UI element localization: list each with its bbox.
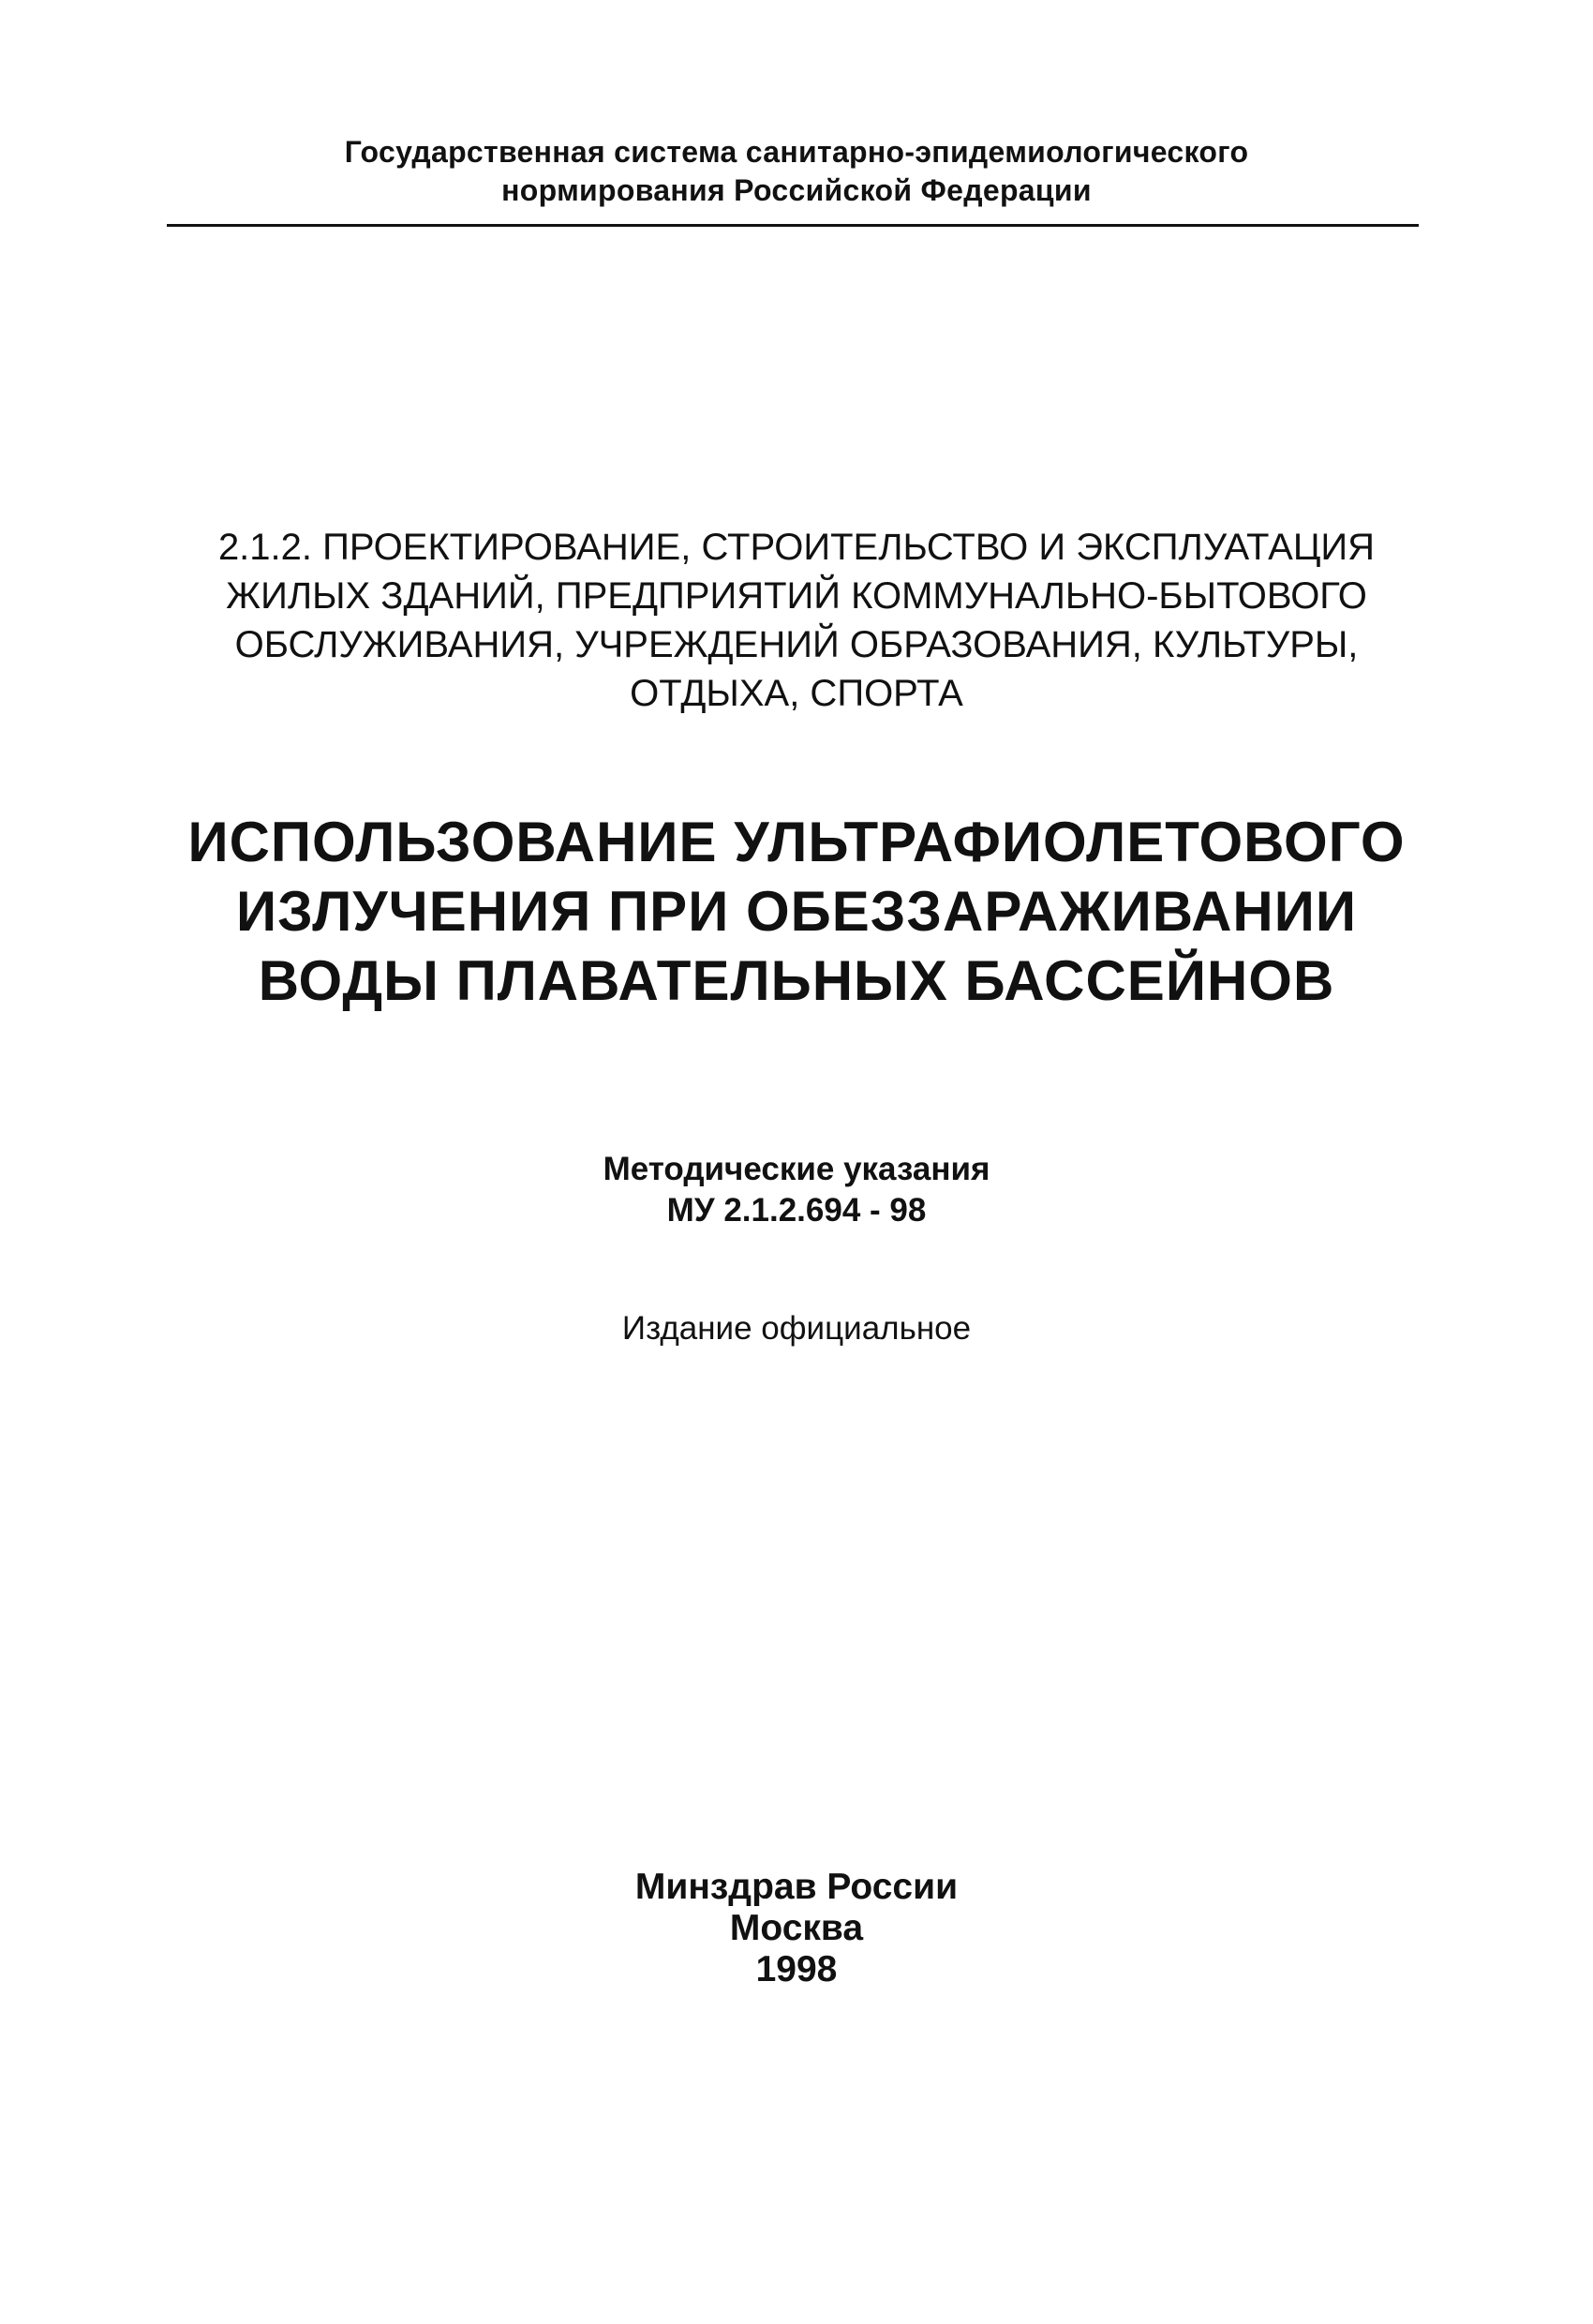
document-title: [0, 808, 1593, 1016]
title-line-1: ИСПОЛЬЗОВАНИЕ УЛЬТРАФИОЛЕТОВОГО: [187, 811, 1406, 873]
title-line-3: ВОДЫ ПЛАВАТЕЛЬНЫХ БАССЕЙНОВ: [258, 949, 1335, 1012]
section-line-1: 2.1.2. ПРОЕКТИРОВАНИЕ, СТРОИТЕЛЬСТВО И ЭКСПЛУАТАЦИЯ: [217, 527, 1376, 568]
document-type: [0, 1149, 1593, 1231]
section-line-2: ЖИЛЫХ ЗДАНИЙ, ПРЕДПРИЯТИЙ КОММУНАЛЬНО-БЫТОВОГО: [226, 575, 1367, 617]
document-type-label: Методические указания: [603, 1151, 990, 1187]
publisher-city: Москва: [729, 1908, 864, 1948]
header-issuer: [0, 133, 1593, 210]
section-line-4: ОТДЫХА, СПОРТА: [630, 673, 963, 714]
header-line-2: нормирования Российской Федерации: [501, 173, 1092, 207]
header-divider: [167, 224, 1419, 227]
header-line-1: Государственная система санитарно-эпидемиологического: [344, 135, 1249, 169]
edition-note: [0, 1308, 1593, 1349]
section-heading: [0, 523, 1593, 718]
edition-text: Издание официальное: [621, 1310, 972, 1347]
publisher-info: [0, 1867, 1593, 1990]
title-line-2: ИЗЛУЧЕНИЯ ПРИ ОБЕЗЗАРАЖИВАНИИ: [235, 880, 1357, 943]
publisher-name: Минздрав России: [634, 1867, 959, 1907]
publisher-year: 1998: [755, 1949, 838, 1989]
document-code: МУ 2.1.2.694 - 98: [666, 1192, 927, 1229]
section-line-3: ОБСЛУЖИВАНИЯ, УЧРЕЖДЕНИЙ ОБРАЗОВАНИЯ, КУЛЬТУРЫ,: [234, 624, 1359, 665]
